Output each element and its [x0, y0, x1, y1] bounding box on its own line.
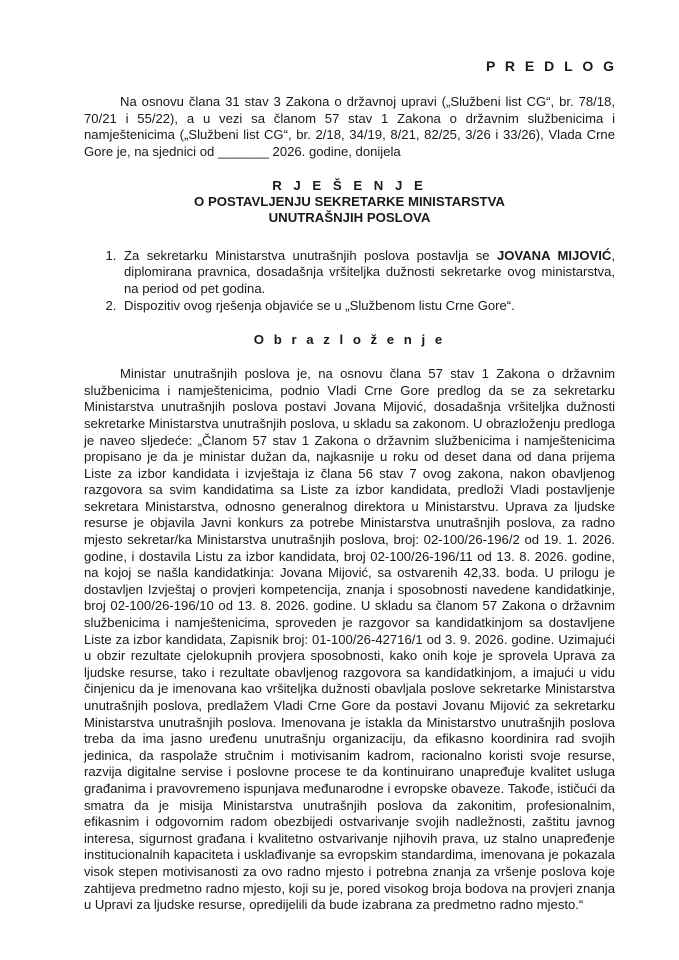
disposition-item-1: [120, 248, 615, 298]
decision-title: [84, 178, 615, 225]
title-line-1: R J E Š E N J E: [272, 178, 427, 194]
explanation-paragraph: Ministar unutrašnjih poslova je, na osnovu člana 57 stav 1 Zakona o državnim službenicima i namještenicima, podnio Vladi Crne Gore predlog da se za sekretarku Ministarstva unutrašnjih poslova postavi Jovana Mijović, dosadašnja vršiteljka dužnosti sekretarke Ministarstva unutrašnjih poslova, u skladu sa zakonom. U obrazloženju predloga je naveo sljedeće: „Članom 57 stav 1 Zakona o državnim službenicima i namještenicima propisano je da je ministar dužan da, najkasnije u roku od deset dana od dana prijema Liste za izbor kandidata i izvještaja iz člana 56 stav 7 ovog zakona, nakon obavljenog razgovora sa svim kandidatima sa Liste za izbor kandidata, predloži Vladi postavljenje sekretara Ministarstva, odnosno generalnog direktora u Ministarstvu. Uprava za ljudske resurse je objavila Javni konkurs za potrebe Ministarstva unutrašnjih poslova, za radno mjesto sekretar/ka Ministarstva unutrašnjih poslova, broj: 02-100/26-196/2 od 19. 1. 2026. godine, i dostavila Listu za izbor kandidata, broj 02-100/26-196/11 od 13. 8. 2026. godine, na kojoj se našla kandidatkinja: Jovana Mijović, sa ostvarenih 42,33. boda. U prilogu je dostavljen Izvještaj o provjeri kompetencija, znanja i sposobnosti navedene kandidatkinje, broj 02-100/26-196/10 od 13. 8. 2026. godine. U skladu sa članom 57 Zakona o državnim službenicima i namještenicima, sproveden je razgovor sa kandidatkinjom sa dostavljene Liste za izbor kandidata, Zapisnik broj: 01-100/26-42716/1 od 3. 9. 2026. godine. Uzimajući u obzir rezultate cjelokupnih provjera sposobnosti, kako onih koje je sprovela Uprava za ljudske resurse, tako i rezultate obavljenog razgovora sa kandidatkinjom, a imajući u vidu činjenicu da je imenovana kao vršiteljka dužnosti obavljala poslove sekretarke Ministarstva unutrašnjih poslova, predlažem Vladi Crne Gore da postavi Jovanu Mijović za sekretarku Ministarstva unutrašnjih poslova. Imenovana je istakla da Ministarstvo unutrašnjih poslova treba da ima jasno uređenu unutrašnju organizaciju, da efikasno koordinira rad svojih jedinica, da raspolaže stručnim i motivisanim kadrom, racionalno koristi svoje resurse, razvija digitalne servise i poslovne procese te da kontinuirano unapređuje kvalitet usluga građanima i pravovremeno ispunjava međunarodne i evropske obaveze. Takođe, ističući da smatra da je misija Ministarstva unutrašnjih poslova da zakonitim, profesionalnim, efikasnim i odgovornim radom obezbijedi ostvarivanje svojih nadležnosti, zaštitu javnog interesa, sigurnost građana i kvalitetno ostvarivanje njihovih prava, uz stalno unapređenje institucionalnih kapaciteta i usklađivanje sa evropskim standardima, imenovana je pokazala visok stepen motivisanosti za ovo radno mjesto i potrebna znanja za vršenje poslova koje zahtijeva predmetno radno mjesto, koji su je, pored visokog broja bodova na provjeri znanja u Upravi za ljudske resurse, opredijelili da bude izabrana za predmetno radno mjesto.“: [84, 366, 615, 913]
disposition-item-2: [120, 298, 615, 315]
disposition-2-text: Dispozitiv ovog rješenja objaviće se u „Službenom listu Crne Gore“.: [124, 297, 515, 313]
explanation-heading: O b r a z l o ž e n j e: [253, 332, 446, 348]
dispositions-list: [84, 248, 615, 314]
disposition-1-text-a: Za sekretarku Ministarstva unutrašnjih poslova postavlja se: [124, 247, 497, 263]
intro-paragraph: Na osnovu člana 31 stav 3 Zakona o državnoj upravi („Službeni list CG“, br. 78/18, 70/21 i 55/22), a u vezi sa članom 57 stav 1 Zakona o državnim službenicima i namještenicima („Službeni list CG“, br. 2/18, 34/19, 8/21, 82/25, 3/26 i 33/26), Vlada Crne Gore je, na sjednici od _______ 2026. godine, donijela: [84, 94, 615, 159]
title-line-2: O POSTAVLJENJU SEKRETARKE MINISTARSTVA: [194, 194, 505, 210]
predlog-label: P R E D L O G: [485, 58, 617, 74]
disposition-1-text-b: , diplomirana pravnica, dosadašnja vršiteljka dužnosti sekretarke ovog ministarstva, na period od pet godina.: [124, 247, 615, 296]
appointee-name: JOVANA MIJOVIĆ: [496, 247, 612, 263]
title-line-3: UNUTRAŠNJIH POSLOVA: [268, 209, 431, 225]
